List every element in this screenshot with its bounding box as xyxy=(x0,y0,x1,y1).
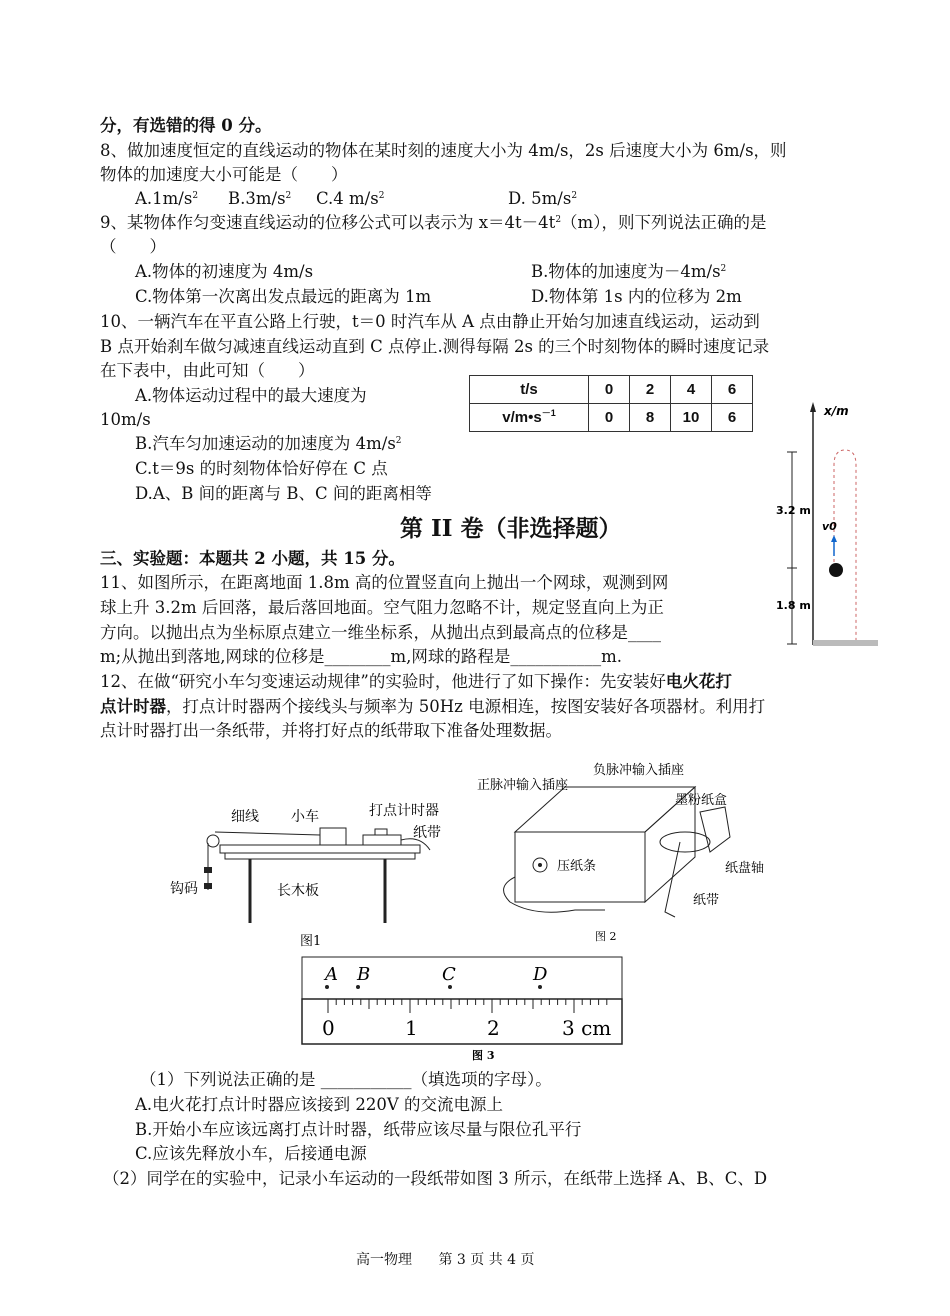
table-cell: 6 xyxy=(712,404,753,432)
q12-stem-3: 点计时器打出一条纸带，并将打好点的纸带取下准备处理数据。 xyxy=(100,721,562,740)
q12-stem-2: 点计时器，打点计时器两个接线头与频率为 50Hz 电源相连，按图安装好各项器材。利用打 xyxy=(100,697,766,716)
section-title: 第 II 卷（非选择题） xyxy=(400,515,622,542)
q10-option-a-cont: 10m/s xyxy=(100,410,151,429)
q10-stem-2: B 点开始刹车做匀减速直线运动直到 C 点停止.测得每隔 2s 的三个时刻物体的瞬时速度记录 xyxy=(100,337,770,356)
q10-stem-3: 在下表中，由此可知（ ） xyxy=(100,361,315,380)
label-press-strip: 压纸条 xyxy=(557,859,597,874)
height-3-2-label: 3.2 m xyxy=(776,504,811,517)
q8-stem-cont: 物体的加速度大小可能是（ ） xyxy=(100,165,348,184)
q10-option-b: B.汽车匀加速运动的加速度为 $4m/s^2$ xyxy=(135,434,402,453)
table-cell: 10 xyxy=(671,404,712,432)
q9-stem: 9、某物体作匀变速直线运动的位移公式可以表示为 $x=4t-4t^2(m)$，则下列说法正确的是 xyxy=(100,213,767,232)
q12-option-c: C.应该先释放小车，后接通电源 xyxy=(135,1144,367,1163)
q10-stem: 10、一辆汽车在平直公路上行驶，t＝0 时汽车从 A 点由静止开始匀加速直线运动，运动到 xyxy=(100,312,760,331)
table-cell: 4 xyxy=(671,376,712,404)
table-head-t: t/s xyxy=(470,376,589,404)
figure-2-caption: 图 2 xyxy=(595,930,617,943)
figure-1-caption: 图1 xyxy=(300,934,322,949)
point-c-label: C xyxy=(442,964,456,985)
tick-label-2: 2 xyxy=(487,1016,500,1040)
q10-option-d: D.A、B 间的距离与 B、C 间的距离相等 xyxy=(135,484,432,503)
height-1-8-label: 1.8 m xyxy=(776,599,811,612)
table-cell: 0 xyxy=(589,376,630,404)
ball-throw-figure xyxy=(770,400,882,650)
q11-stem-4: m;从抛出到落地,网球的位移是________m,网球的路程是___________m. xyxy=(100,647,622,666)
q8-option-d: D. $5m/s^2$ xyxy=(508,189,578,208)
table-cell: 2 xyxy=(630,376,671,404)
q12-part-1: （1）下列说法正确的是 ___________（填选项的字母）。 xyxy=(140,1070,552,1089)
q12-option-a: A.电火花打点计时器应该接到 220V 的交流电源上 xyxy=(135,1095,504,1114)
label-car: 小车 xyxy=(291,809,319,825)
section-3-heading: 三、实验题：本题共 2 小题，共 15 分。 xyxy=(100,549,405,568)
point-a-label: A xyxy=(325,964,338,985)
label-thread: 细线 xyxy=(231,809,259,825)
velocity-table xyxy=(469,375,753,432)
q8-option-b: $B.3m/s^2$ xyxy=(228,189,292,208)
q9-option-d: D.物体第 1s 内的位移为 2m xyxy=(531,287,742,306)
q10-option-a: A.物体运动过程中的最大速度为 xyxy=(135,386,367,405)
figure-2-spark-timer xyxy=(475,762,785,947)
tick-label-1: 1 xyxy=(405,1016,418,1040)
q11-stem-2: 球上升 3.2m 后回落，最后落回地面。空气阻力忽略不计，规定竖直向上为正 xyxy=(100,598,664,617)
q9-option-a: A.物体的初速度为 4m/s xyxy=(135,262,314,281)
point-b-label: B xyxy=(357,964,371,985)
q12-option-b: B.开始小车应该远离打点计时器，纸带应该尽量与限位孔平行 xyxy=(135,1120,582,1139)
figure-3-tape-ruler xyxy=(300,955,630,1065)
footer-page-number: 第 3 页 共 4 页 xyxy=(438,1252,535,1268)
table-cell: 0 xyxy=(589,404,630,432)
label-paper-tape: 纸带 xyxy=(693,893,720,908)
table-row xyxy=(470,376,753,404)
label-weight: 钩码 xyxy=(170,881,198,897)
label-board: 长木板 xyxy=(277,883,319,899)
label-reel-axle: 纸盘轴 xyxy=(725,861,765,876)
table-head-v: $v/m•s^{-1}$ xyxy=(470,404,589,432)
label-tape: 纸带 xyxy=(413,825,441,841)
scoring-rule-line: 分，有选错的得 0 分。 xyxy=(100,116,272,135)
point-d-label: D xyxy=(533,964,548,985)
footer-subject: 高一物理 xyxy=(356,1252,412,1268)
v0-label: v0 xyxy=(822,520,837,533)
q8-option-a: $A.1m/s^2$ xyxy=(135,189,199,208)
q9-option-c: C.物体第一次离出发点最远的距离为 1m xyxy=(135,287,432,306)
tick-label-3: 3 cm xyxy=(562,1016,612,1040)
label-positive-socket: 正脉冲输入插座 xyxy=(477,778,569,793)
figure-1-apparatus xyxy=(165,795,455,955)
q9-option-b: B.物体的加速度为$-4m/s^2$ xyxy=(531,262,727,281)
label-ink-box: 墨粉纸盒 xyxy=(675,793,728,808)
q11-stem: 11、如图所示，在距离地面 1.8m 高的位置竖直向上抛出一个网球，观测到网 xyxy=(100,573,669,592)
q9-stem-cont: （ ） xyxy=(100,237,166,256)
q10-option-c: C.t＝9s 的时刻物体恰好停在 C 点 xyxy=(135,459,388,478)
axis-label: x/m xyxy=(824,404,849,418)
q12-stem: 12、在做“研究小车匀变速运动规律”的实验时，他进行了如下操作：先安装好电火花打 xyxy=(100,672,732,691)
table-cell: 6 xyxy=(712,376,753,404)
table-cell: 8 xyxy=(630,404,671,432)
label-timer: 打点计时器 xyxy=(369,803,439,819)
table-row xyxy=(470,404,753,432)
q8-stem: 8、做加速度恒定的直线运动的物体在某时刻的速度大小为 4m/s，2s 后速度大小为 6m/s，则 xyxy=(100,141,787,160)
tick-label-0: 0 xyxy=(322,1016,335,1040)
q12-part-2: （2）同学在的实验中，记录小车运动的一段纸带如图 3 所示，在纸带上选择 A、B、C、D xyxy=(103,1169,768,1188)
page-footer xyxy=(356,1249,557,1269)
figure-3-caption: 图 3 xyxy=(472,1049,495,1062)
q8-option-c: C.4 $m/s^2$ xyxy=(316,189,385,208)
q11-stem-3: 方向。以抛出点为坐标原点建立一维坐标系，从抛出点到最高点的位移是____ xyxy=(100,623,661,642)
label-negative-socket: 负脉冲输入插座 xyxy=(593,763,685,778)
